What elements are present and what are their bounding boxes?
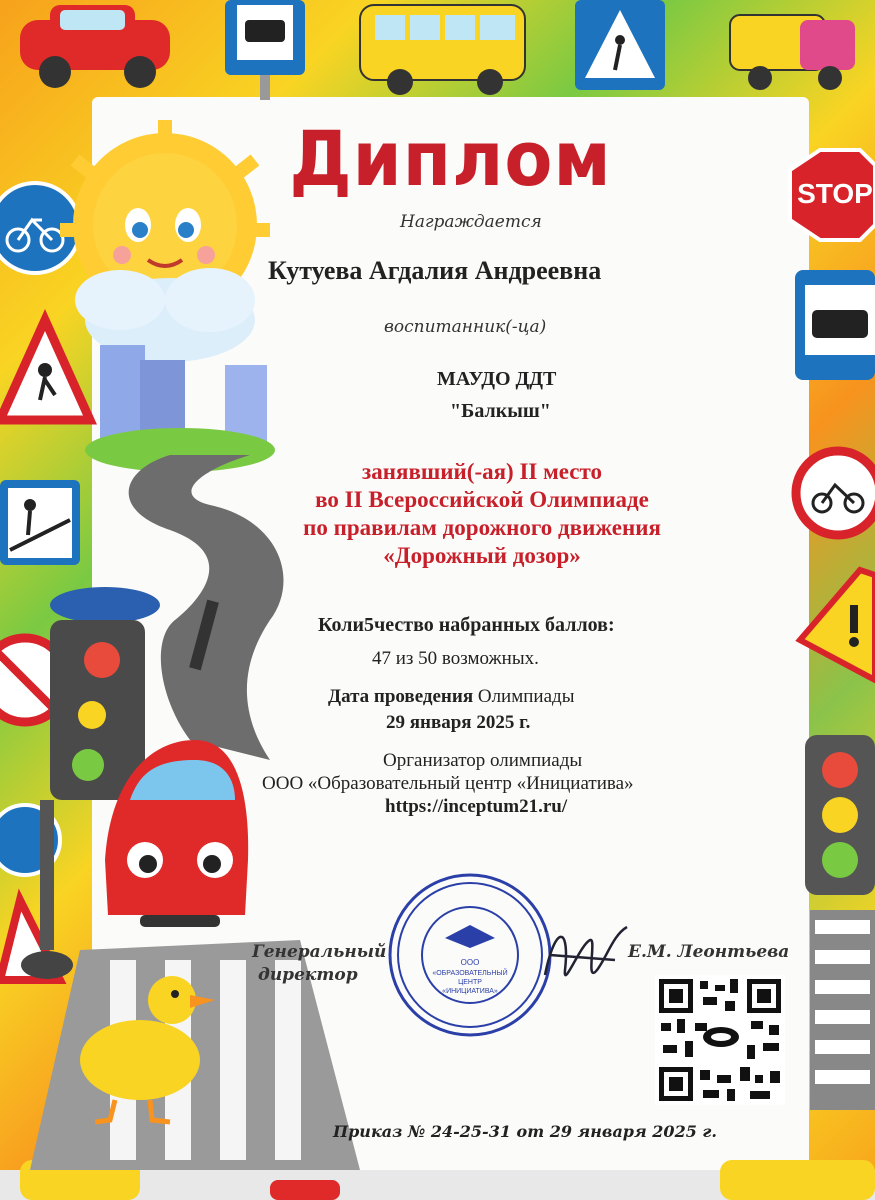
achievement-line: во II Всероссийской Олимпиаде [315, 487, 649, 512]
city-buildings-icon [85, 345, 275, 472]
achievement-line: «Дорожный дозор» [383, 543, 581, 568]
score-value: 47 из 50 возможных. [372, 648, 539, 669]
svg-text:STOP: STOP [797, 178, 873, 209]
organizer-label: Организатор олимпиады [383, 750, 583, 771]
role-label: воспитанник(-ца) [384, 317, 547, 337]
achievement-line: по правилам дорожного движения [303, 515, 661, 540]
director-signature [535, 915, 635, 1005]
svg-text:«ИНИЦИАТИВА»: «ИНИЦИАТИВА» [442, 988, 498, 995]
director-title-line1: Генеральный [252, 942, 387, 962]
recipient-name: Кутуева Агдалия Андреевна [268, 256, 602, 285]
score-label: Коли5чество набранных баллов: [318, 614, 615, 636]
director-name: Е.М. Леонтьева [628, 942, 790, 962]
date-label [328, 686, 574, 708]
official-stamp [385, 870, 555, 1040]
diploma-title: Диплом [289, 114, 612, 204]
achievement-block [252, 458, 712, 570]
organizer-name: ООО «Образовательный центр «Инициатива» [262, 773, 634, 794]
svg-text:«ОБРАЗОВАТЕЛЬНЫЙ: «ОБРАЗОВАТЕЛЬНЫЙ [432, 970, 508, 977]
order-number: Приказ № 24-25-31 от 29 января 2025 г. [333, 1122, 717, 1141]
director-title-line2: директор [258, 965, 358, 985]
organizer-url[interactable]: https://inceptum21.ru/ [385, 796, 568, 817]
svg-text:ООО: ООО [460, 958, 480, 967]
org-name-line1: МАУДО ДДТ [437, 368, 557, 390]
achievement-line: занявший(-ая) II место [362, 459, 602, 484]
book-emblem-icon [445, 925, 495, 948]
awarded-label: Награждается [400, 212, 542, 232]
date-value: 29 января 2025 г. [386, 712, 531, 733]
qr-code[interactable] [655, 975, 785, 1105]
date-label-bold: Дата проведения [328, 686, 474, 707]
date-label-rest: Олимпиады [473, 686, 575, 707]
svg-text:ЦЕНТР: ЦЕНТР [458, 979, 482, 986]
org-name-line2: "Балкыш" [450, 400, 551, 422]
